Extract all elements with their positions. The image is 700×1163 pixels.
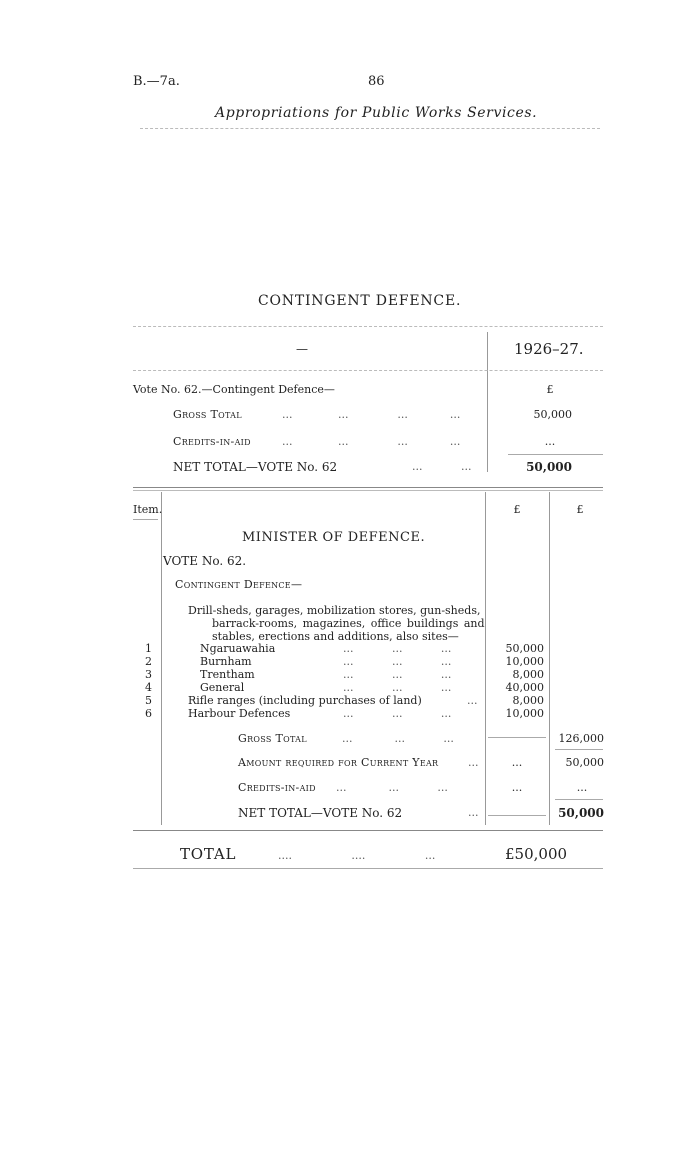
item-leader-dots: ... ... ... xyxy=(343,642,452,655)
summary-credits-value: ... xyxy=(544,435,556,448)
detail-col2-rule xyxy=(555,749,603,750)
summary-currency: £ xyxy=(546,383,554,396)
detail-leader-dots: ... xyxy=(468,756,479,769)
grand-total-rule xyxy=(133,868,603,869)
item-label: Harbour Defences xyxy=(188,707,291,720)
summary-net-total-label: NET TOTAL—VOTE No. 62 xyxy=(173,460,338,474)
detail-net-total-label: NET TOTAL—VOTE No. 62 xyxy=(238,806,403,820)
item-value: 8,000 xyxy=(512,668,544,681)
detail-amount-required-label: Amount required for Current Year xyxy=(238,756,439,769)
summary-leader-dots: ... ... xyxy=(412,460,472,473)
detail-amount-required-col1: ... xyxy=(511,756,523,769)
item-leader-dots: ... xyxy=(467,694,478,707)
item-leader-dots: ... ... ... xyxy=(343,681,452,694)
item-label: Burnham xyxy=(200,655,252,668)
summary-net-total-value: 50,000 xyxy=(526,460,572,474)
detail-amount-required-value: 50,000 xyxy=(565,756,604,769)
detail-net-rule xyxy=(488,815,546,816)
summary-bottom-rule xyxy=(133,487,603,488)
item-label: Trentham xyxy=(200,668,255,681)
document-reference: B.—7a. xyxy=(133,74,180,89)
vote-heading: VOTE No. 62. xyxy=(163,554,247,568)
item-value: 40,000 xyxy=(505,681,544,694)
detail-col2-divider xyxy=(549,492,550,825)
detail-leader-dots: ... ... ... xyxy=(336,781,448,794)
item-leader-dots: ... ... ... xyxy=(343,707,452,720)
item-number: 1 xyxy=(145,642,152,655)
description-line: Drill-sheds, garages, mobilization stores, gun-sheds, xyxy=(188,604,481,617)
page-number: 86 xyxy=(368,74,385,89)
detail-gross-total-value: 126,000 xyxy=(558,732,604,745)
minister-heading: MINISTER OF DEFENCE. xyxy=(242,530,426,545)
item-value: 10,000 xyxy=(505,655,544,668)
detail-currency-2: £ xyxy=(576,503,584,516)
summary-sum-rule xyxy=(508,454,603,455)
item-label: Ngaruawahia xyxy=(200,642,276,655)
grand-total-value: £50,000 xyxy=(505,845,568,863)
item-number: 3 xyxy=(145,668,152,681)
summary-column-divider xyxy=(487,332,488,472)
summary-vote-label: Vote No. 62.—Contingent Defence— xyxy=(133,383,335,396)
grand-total-leader-dots: .... .... ... xyxy=(278,849,436,862)
summary-top-rule xyxy=(133,326,603,327)
item-header-underline xyxy=(133,519,158,520)
summary-year-header: 1926–27. xyxy=(514,340,584,358)
detail-gross-total-label: Gross Total xyxy=(238,732,307,745)
summary-leader-dots: ... ... ... ... xyxy=(282,408,461,421)
item-leader-dots: ... ... ... xyxy=(343,655,452,668)
detail-leader-dots: ... xyxy=(468,806,479,819)
item-value: 50,000 xyxy=(505,642,544,655)
summary-dash-header: — xyxy=(296,342,308,356)
detail-credits-label: Credits-in-aid xyxy=(238,781,316,794)
item-label: General xyxy=(200,681,245,694)
item-value: 8,000 xyxy=(512,694,544,707)
section-title: CONTINGENT DEFENCE. xyxy=(258,293,462,309)
detail-leader-dots: ... ... ... xyxy=(342,732,454,745)
item-number: 6 xyxy=(145,707,152,720)
item-number: 4 xyxy=(145,681,152,694)
item-leader-dots: ... ... ... xyxy=(343,668,452,681)
subhead: Contingent Defence— xyxy=(175,578,303,591)
detail-bottom-rule xyxy=(133,830,603,831)
item-number: 5 xyxy=(145,694,152,707)
summary-bottom-rule-2 xyxy=(133,490,603,491)
summary-header-rule xyxy=(133,370,603,371)
detail-credits-col2: ... xyxy=(576,781,588,794)
page-title: Appropriations for Public Works Services. xyxy=(215,105,538,121)
item-column-header: Item. xyxy=(133,503,163,516)
detail-net-total-value: 50,000 xyxy=(558,806,604,820)
detail-col1-divider xyxy=(485,492,486,825)
description-line: stables, erections and additions, also sites— xyxy=(212,630,459,643)
description-line: barrack-rooms, magazines, office buildings and xyxy=(212,617,485,630)
item-number: 2 xyxy=(145,655,152,668)
item-value: 10,000 xyxy=(505,707,544,720)
summary-gross-total-value: 50,000 xyxy=(533,408,572,421)
item-column-divider xyxy=(161,492,162,825)
summary-leader-dots: ... ... ... ... xyxy=(282,435,461,448)
summary-credits-label: Credits-in-aid xyxy=(173,435,251,448)
header-rule xyxy=(140,128,600,129)
detail-sum-rule xyxy=(488,737,546,738)
detail-col2-rule xyxy=(555,799,603,800)
item-label: Rifle ranges (including purchases of land) xyxy=(188,694,422,707)
grand-total-label: TOTAL xyxy=(180,845,237,863)
detail-currency-1: £ xyxy=(513,503,521,516)
detail-credits-col1: ... xyxy=(511,781,523,794)
summary-gross-total-label: Gross Total xyxy=(173,408,242,421)
